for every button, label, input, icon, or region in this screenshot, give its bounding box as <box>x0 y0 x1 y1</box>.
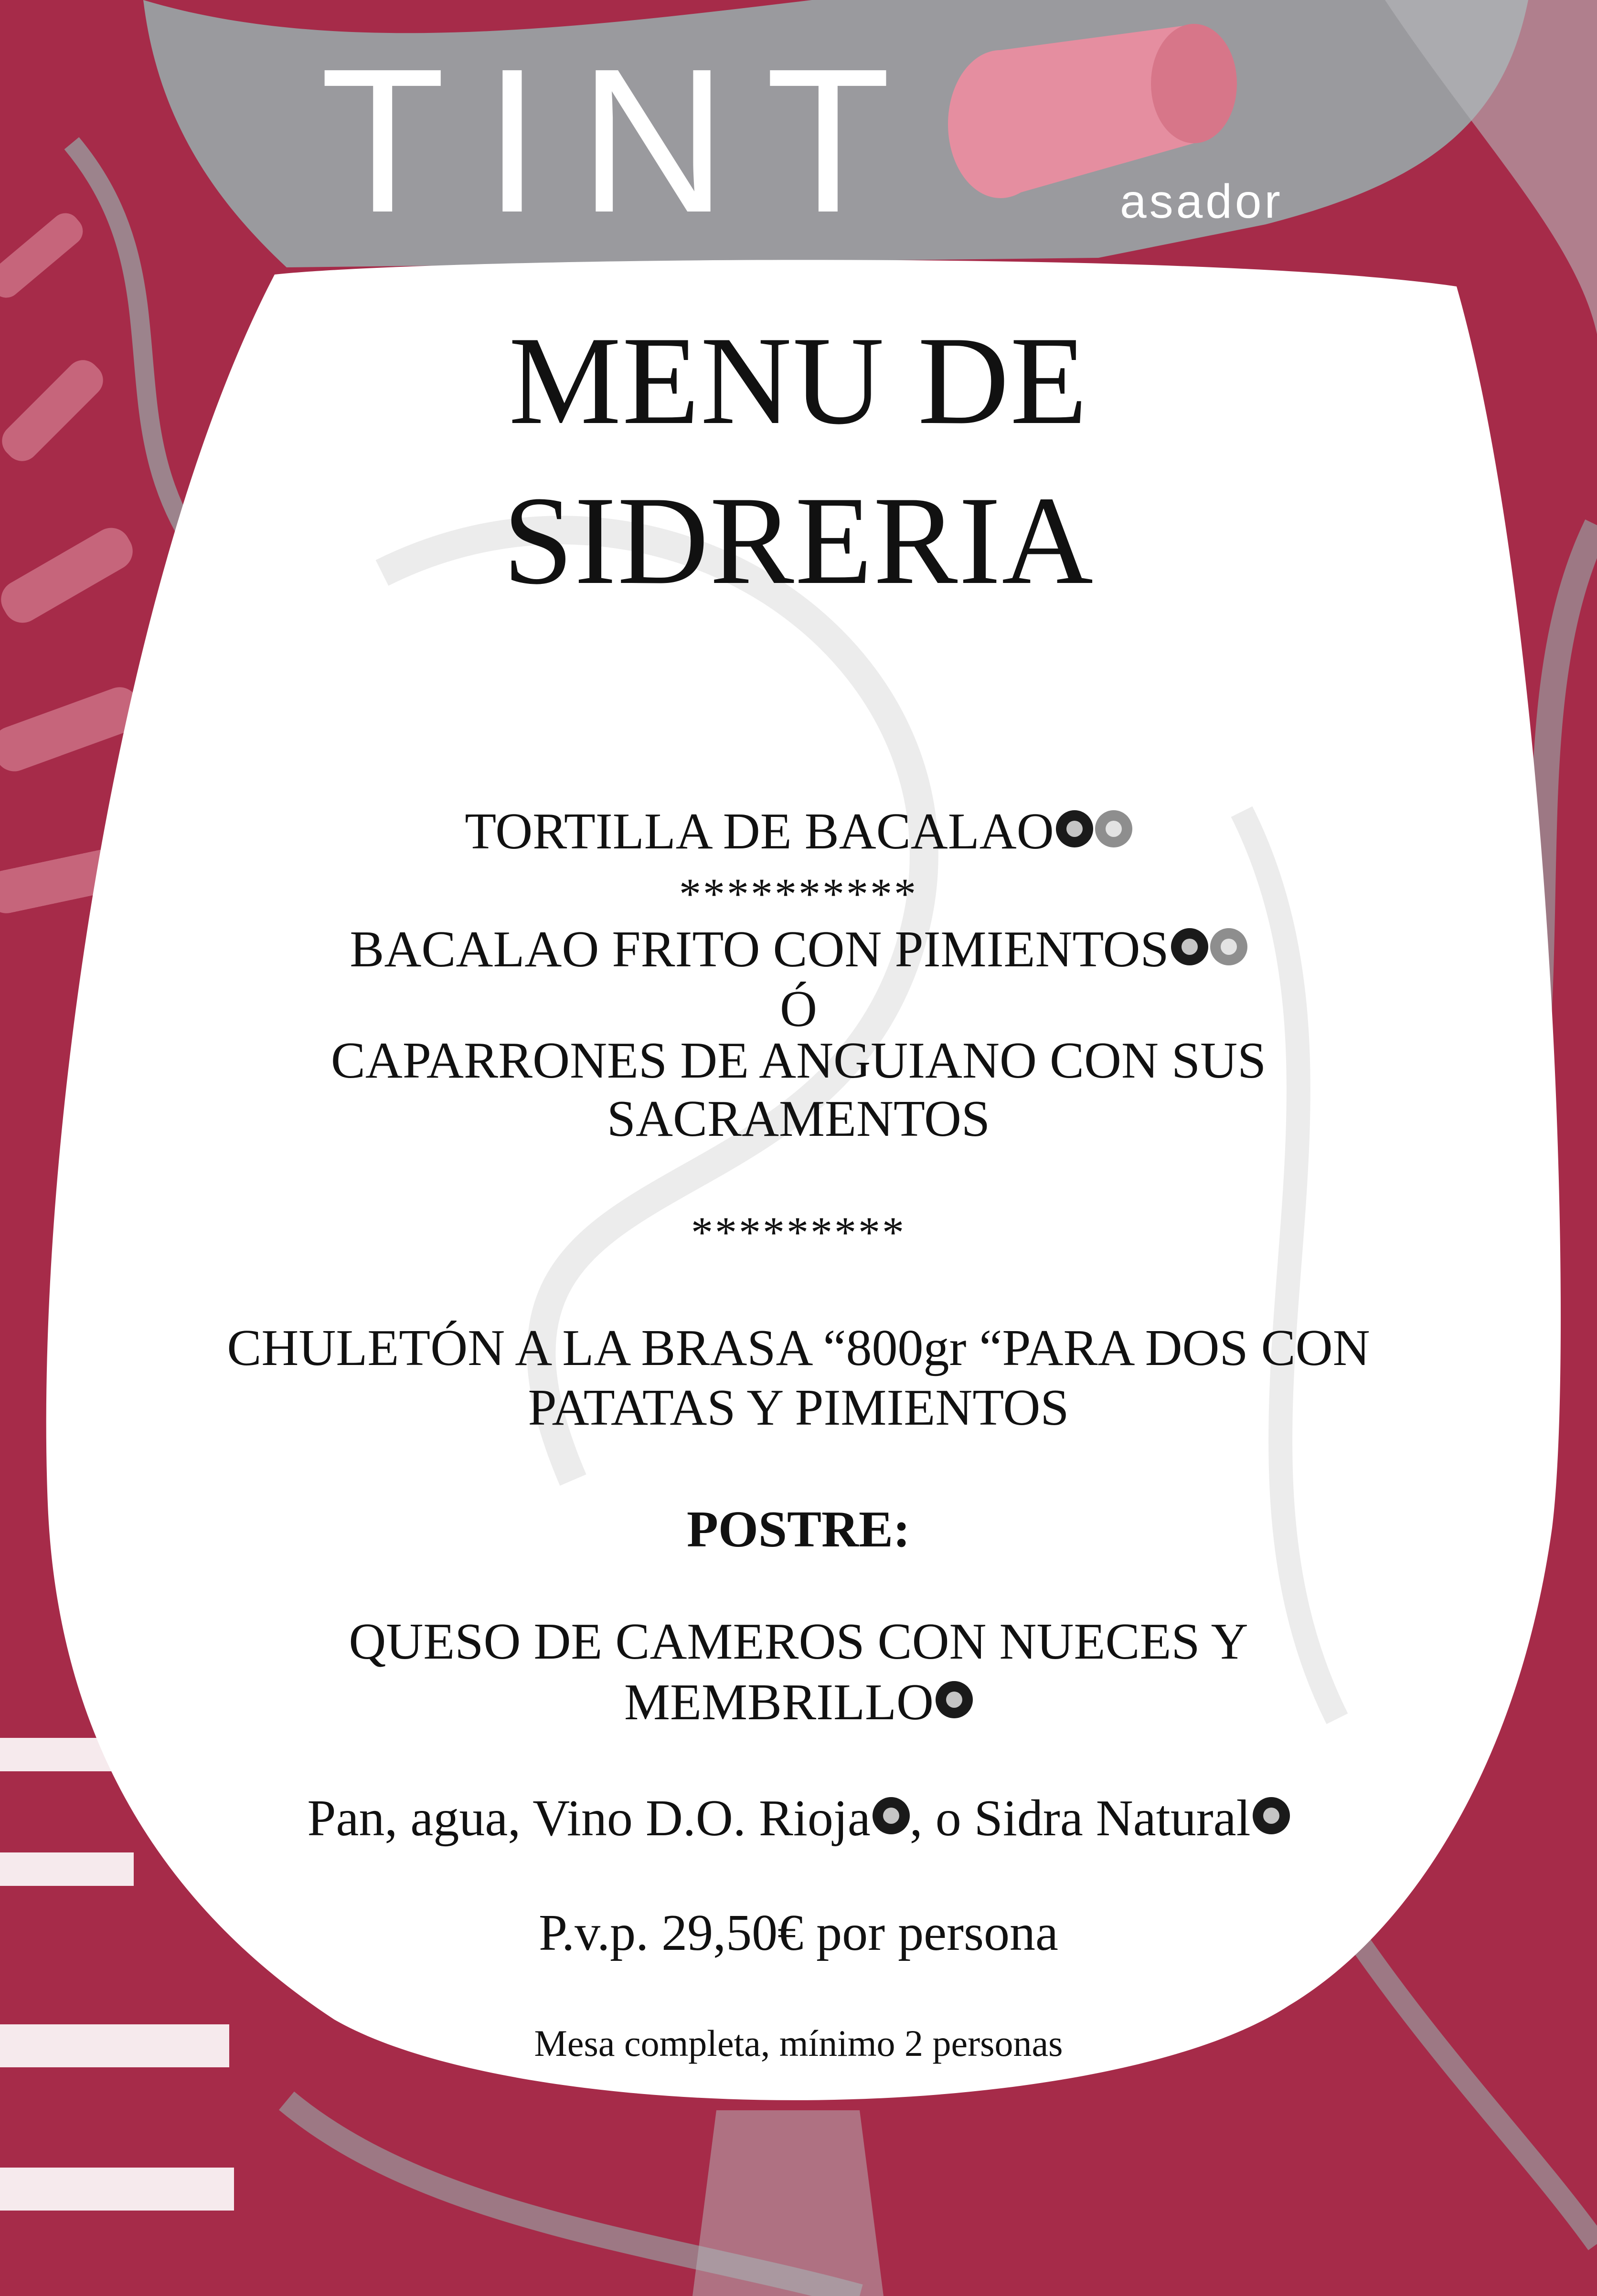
dish-starter-label: TORTILLA DE BACALAO <box>465 803 1054 860</box>
fish-allergen-icon <box>1056 810 1093 847</box>
dish-main-option-2-line1: CAPARRONES DE ANGUIANO CON SUS <box>330 1032 1267 1089</box>
dairy-allergen-icon <box>936 1681 973 1718</box>
dessert-line2 <box>0 1674 1597 1731</box>
separator-stars: ********** <box>679 869 918 918</box>
dish-main-option-1 <box>0 921 1597 978</box>
dish-grill-line2: PATATAS Y PIMIENTOS <box>528 1379 1069 1436</box>
brand-logo-word: TINT <box>320 26 929 255</box>
dish-grill-line1: CHULETÓN A LA BRASA “800gr “PARA DOS CON <box>227 1320 1370 1376</box>
drinks-part1: Pan, agua, Vino D.O. Rioja <box>307 1790 871 1847</box>
menu-title-line2: SIDRERIA <box>502 471 1094 611</box>
sulfites-allergen-icon <box>1253 1797 1290 1834</box>
menu-title-line1: MENU DE <box>509 311 1088 451</box>
option-or: Ó <box>780 981 817 1037</box>
brand-subtitle: asador <box>1120 175 1283 228</box>
price: P.v.p. 29,50€ por persona <box>539 1905 1058 1961</box>
gluten-allergen-icon <box>1095 810 1132 847</box>
drinks-part2: , o Sidra Natural <box>909 1790 1251 1847</box>
dessert-line1: QUESO DE CAMEROS CON NUECES Y <box>349 1613 1248 1670</box>
dessert-heading: POSTRE: <box>686 1501 911 1558</box>
gluten-allergen-icon <box>1210 928 1247 965</box>
dish-main-option-1-label: BACALAO FRITO CON PIMIENTOS <box>350 921 1169 978</box>
drinks-line <box>0 1790 1597 1847</box>
sulfites-allergen-icon <box>873 1797 910 1834</box>
separator-stars: ********* <box>691 1208 906 1257</box>
dessert-line2-label: MEMBRILLO <box>624 1674 934 1731</box>
table-note: Mesa completa, mínimo 2 personas <box>534 2022 1063 2064</box>
fish-allergen-icon <box>1171 928 1208 965</box>
dish-starter <box>0 803 1597 860</box>
dish-main-option-2-line2: SACRAMENTOS <box>607 1090 990 1147</box>
